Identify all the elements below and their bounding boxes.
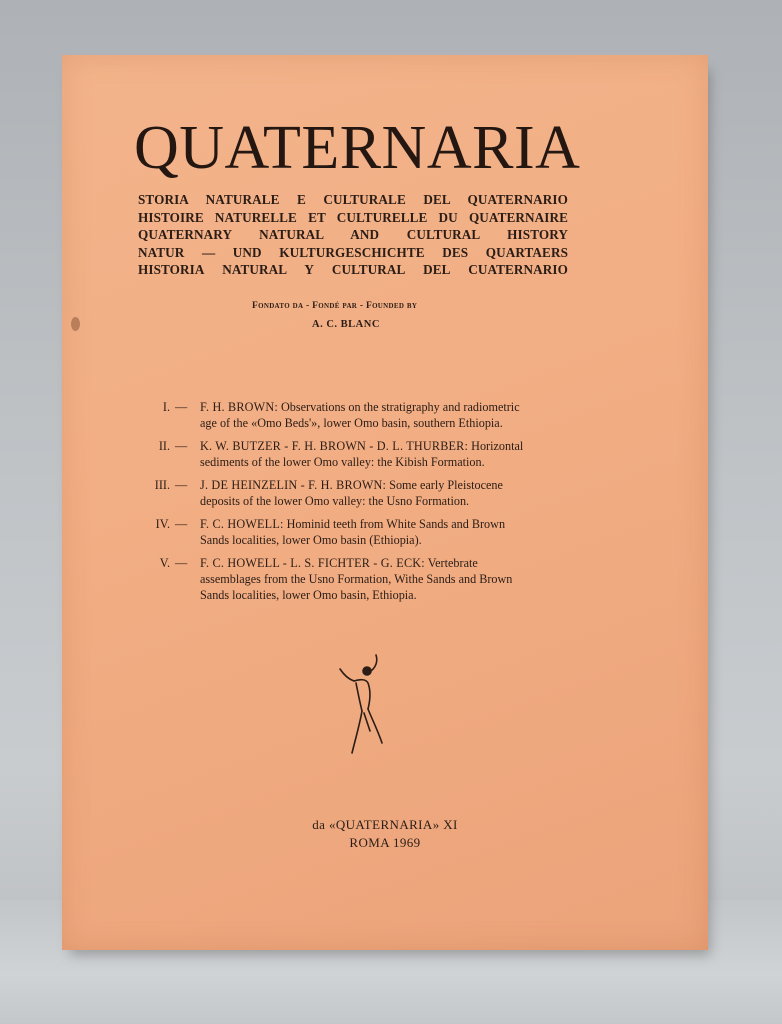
item-title-line: sediments of the lower Omo valley: the Kibish Formation. [200,455,485,469]
subtitle-block [138,191,568,279]
item-numeral: I. [162,400,170,414]
imprint-place-year: ROMA 1969 [349,835,421,850]
founder-name: A. C. BLANC [312,319,380,330]
imprint-series: da «QUATERNARIA» XI [312,817,458,832]
item-title-line: Horizontal [471,439,524,453]
item-title-line: deposits of the lower Omo valley: the Usno Formation. [200,494,470,508]
item-dash: — [175,400,188,414]
contents-list [148,399,588,610]
item-title-line: Observations on the stratigraphy and radiometric [281,400,520,414]
item-authors: F. H. BROWN: [200,400,278,414]
item-numeral: V. [159,556,170,570]
item-dash: — [175,439,188,453]
subtitle-line: HISTORIA NATURAL Y CULTURAL DEL CUATERNARIO [138,262,568,278]
list-item [148,516,588,548]
founded-by-label: Fondato da - Fondé par - Founded by [252,301,418,311]
subtitle-line: HISTOIRE NATURELLE ET CULTURELLE DU QUATERNAIRE [138,209,568,225]
item-title-line: assemblages from the Usno Formation, Withe Sands and Brown [200,572,513,586]
subtitle-line: NATUR — UND KULTURGESCHICHTE DES QUARTAERS [138,244,568,260]
cover-stain [71,317,80,331]
list-item [148,477,588,509]
subtitle-line: QUATERNARY NATURAL AND CULTURAL HISTORY [138,227,568,243]
item-numeral: II. [158,439,170,453]
item-title-line: Vertebrate [427,556,478,570]
item-dash: — [175,517,188,531]
item-title-line: age of the «Omo Beds'», lower Omo basin, southern Ethiopia. [200,416,503,430]
item-authors: F. C. HOWELL: [200,517,284,531]
item-authors: F. C. HOWELL - L. S. FICHTER - G. ECK: [200,556,425,570]
item-dash: — [175,556,188,570]
item-title-line: Hominid teeth from White Sands and Brown [286,517,506,531]
list-item [148,555,588,603]
dancing-figure-icon [338,653,388,759]
item-authors: K. W. BUTZER - F. H. BROWN - D. L. THURBER: [200,439,469,453]
item-numeral: III. [154,478,170,492]
item-title-line: Sands localities, lower Omo basin, Ethiopia. [200,588,417,602]
item-dash: — [175,478,188,492]
list-item [148,399,588,431]
item-authors: J. DE HEINZELIN - F. H. BROWN: [200,478,387,492]
item-title-line: Some early Pleistocene [389,478,503,492]
book-title: QUATERNARIA [134,114,581,182]
item-numeral: IV. [155,517,170,531]
subtitle-line: STORIA NATURALE E CULTURALE DEL QUATERNARIO [138,192,568,207]
item-title-line: Sands localities, lower Omo basin (Ethiopia). [200,533,422,547]
list-item [148,438,588,470]
book-cover [62,55,708,950]
